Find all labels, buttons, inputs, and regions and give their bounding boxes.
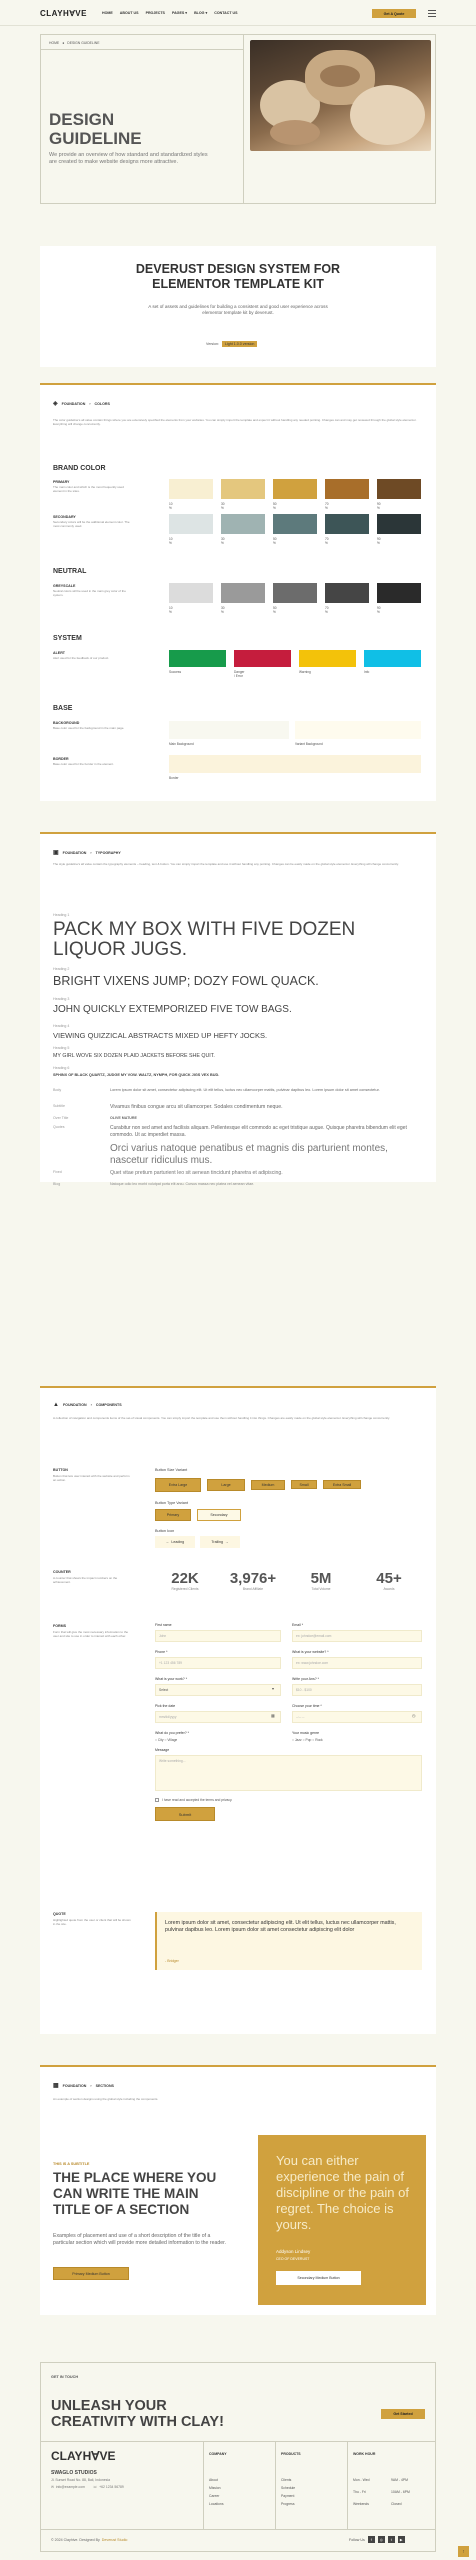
quote-author: - Bridger bbox=[165, 1959, 179, 1963]
heading-label: Heading 6 bbox=[53, 1066, 70, 1070]
version-label: Version: bbox=[206, 342, 219, 346]
message-textarea[interactable] bbox=[155, 1755, 422, 1791]
color-swatch bbox=[377, 514, 421, 534]
components-card bbox=[40, 1388, 436, 2034]
color-swatch bbox=[169, 479, 213, 499]
primary-button[interactable]: Primary bbox=[155, 1509, 191, 1521]
color-swatch bbox=[325, 479, 369, 499]
nav-pages[interactable]: PAGES ▾ bbox=[171, 11, 188, 15]
input-placeholder: ex: www.johndoe.com bbox=[296, 1661, 329, 1665]
arrow-up-icon: ↑ bbox=[462, 2548, 465, 2555]
section-quote: You can either experience the pain of discipline or the pain of regret. The choice is yours. bbox=[276, 2153, 409, 2232]
field-label: First name bbox=[155, 1623, 172, 1627]
stat-label: Awards bbox=[383, 1587, 395, 1591]
contact-row bbox=[51, 2485, 124, 2489]
quote-section-label: QUOTE bbox=[53, 1912, 66, 1916]
swatch-percent: 10 % bbox=[169, 537, 173, 545]
component-icon: ▲ bbox=[53, 1402, 59, 1408]
secondary-label: SECONDARY bbox=[53, 515, 76, 519]
sections-intro: An example of section designs using the global style including the components. bbox=[53, 2097, 159, 2101]
footer-link[interactable]: About bbox=[209, 2478, 218, 2482]
body-sample: Lorem ipsum dolor sit amet, consectetur adipiscing elit. Ut elit tellus, luctus nec ullamcorper mattis, pulvinar dapibus leo. Lorem ipsum dolor sit amet consectetur. bbox=[110, 1088, 380, 1092]
primary-label: PRIMARY bbox=[53, 480, 70, 484]
chevron-right-icon: › bbox=[90, 1403, 92, 1407]
instagram-icon[interactable]: ◎ bbox=[379, 2537, 383, 2542]
footer-logo[interactable]: CLAYH∀VE bbox=[51, 2449, 116, 2463]
time-input[interactable] bbox=[292, 1711, 422, 1723]
color-swatch bbox=[273, 514, 317, 534]
mail-icon: ✉ bbox=[51, 2485, 54, 2489]
color-swatch bbox=[377, 583, 421, 603]
quote-block bbox=[155, 1912, 422, 1970]
color-swatch bbox=[377, 479, 421, 499]
swatch-name: Success bbox=[169, 670, 182, 674]
divider bbox=[41, 2441, 435, 2442]
footer-link[interactable]: Schedule bbox=[281, 2486, 296, 2490]
scroll-to-top-button[interactable] bbox=[458, 2546, 469, 2557]
primary-desc: The main color and which is the most frequently used element in the sites. bbox=[53, 485, 124, 493]
heading-5-sample: MY GIRL WOVE SIX DOZEN PLAID JACKETS BEFORE SHE QUIT. bbox=[53, 1053, 215, 1059]
hours-day: Mon - Wed bbox=[353, 2478, 370, 2482]
secondary-medium-button[interactable]: Secondary Medium Button bbox=[276, 2271, 361, 2285]
counter-section-desc: A counter that shows the impact numbers on the achievement. bbox=[53, 1576, 118, 1584]
system-title: SYSTEM bbox=[53, 635, 82, 642]
divider bbox=[347, 2442, 348, 2529]
swatch-percent: 70 % bbox=[325, 502, 329, 510]
arrow-right-icon: → bbox=[225, 1540, 229, 1544]
color-swatch bbox=[325, 514, 369, 534]
input-placeholder: ex: johndoe@email.com bbox=[296, 1634, 332, 1638]
footer-link[interactable]: Progress bbox=[281, 2502, 295, 2506]
breadcrumb-home[interactable]: HOME bbox=[49, 41, 60, 45]
field-label: Message bbox=[155, 1748, 170, 1752]
trailing-icon-button[interactable]: Trailing → bbox=[200, 1536, 240, 1548]
primary-medium-button[interactable]: Primary Medium Button bbox=[53, 2267, 129, 2280]
swatch-percent: 50 % bbox=[273, 606, 277, 614]
site-logo[interactable]: CLAYH∀VE bbox=[40, 9, 87, 18]
type-label: Body bbox=[53, 1088, 62, 1092]
field-label: Email * bbox=[292, 1623, 304, 1627]
typography-intro: The style guideline's all value contain the typography elements – heading, text & button. You can simply import the template and use it without handling any pointing. Changes can be easily made on the global style elementor. Everything will change concurrently. bbox=[53, 862, 399, 866]
swatch-percent: 30 % bbox=[221, 502, 225, 510]
button-size-title: Button Size Variant bbox=[155, 1468, 188, 1472]
stat-value: 45+ bbox=[376, 1570, 402, 1587]
hero-subtitle: We provide an overview of how standard and standardized styles are created to make website designs more attractive. bbox=[49, 152, 208, 165]
heading-1-sample: PACK MY BOX WITH FIVE DOZEN LIQUOR JUGS. bbox=[53, 919, 356, 960]
leading-icon-button[interactable]: ← Leading bbox=[155, 1536, 195, 1548]
field-label: Your music genre bbox=[292, 1731, 320, 1735]
fixed-sample: Quet vitae pretium parturient leo sit aenean tincidunt pharetra et adipiscing. bbox=[110, 1170, 283, 1176]
border-label: BORDER bbox=[53, 757, 69, 761]
quote-text: Lorem ipsum dolor sit amet, consectetur adipiscing elit. Ut elit tellus, luctus nec ullamcorper mattis, pulvinar dapibus leo. Lorem ipsum dolor sit amet consectetur adipiscing elit dolor bbox=[165, 1920, 396, 1933]
heading-label: Heading 2 bbox=[53, 967, 70, 971]
divider bbox=[203, 2442, 204, 2529]
field-label: What do you prefer? * bbox=[155, 1731, 190, 1735]
color-swatch bbox=[221, 479, 265, 499]
get-started-button[interactable]: Get Started bbox=[381, 2409, 425, 2419]
section-overline: THIS IS A SUBTITLE bbox=[53, 2162, 90, 2166]
radio-group[interactable]: ○ Jazz ○ Pop ○ Rock bbox=[292, 1738, 323, 1742]
quote-author-name: Addyson Lindsey bbox=[276, 2249, 311, 2254]
get-quote-button[interactable]: Get A Quote bbox=[372, 9, 416, 18]
secondary-button[interactable]: Secondary bbox=[197, 1509, 241, 1521]
footer-section bbox=[40, 2362, 436, 2552]
footer-link[interactable]: Payment bbox=[281, 2494, 295, 2498]
background-label: BACKGROUND bbox=[53, 721, 80, 725]
color-swatch bbox=[169, 514, 213, 534]
colors-card bbox=[40, 385, 436, 801]
color-swatch bbox=[299, 650, 356, 667]
nav-contact[interactable]: CONTACT US bbox=[214, 11, 238, 15]
version-row bbox=[206, 341, 257, 347]
brand-color-title: BRAND COLOR bbox=[53, 465, 106, 472]
sections-breadcrumb: ▦ FOUNDATION › SECTIONS bbox=[53, 2083, 114, 2089]
cta-title: UNLEASH YOUR CREATIVITY WITH CLAY! bbox=[51, 2398, 224, 2430]
swatch-percent: 90 % bbox=[377, 537, 381, 545]
field-label: Pick the date bbox=[155, 1704, 176, 1708]
hero-pottery-image bbox=[250, 40, 431, 151]
blog-sample: Natoque odio leo morbi volutpat porta elit arcu. Cursus massa nec platea vel aenean vitae. bbox=[110, 1182, 255, 1186]
variant-background-swatch bbox=[295, 721, 421, 739]
contact-email[interactable]: info@example.com bbox=[55, 2485, 85, 2489]
intro-description: A set of assets and guidelines for building a consistent and good user experience across elementor template kit by deverust. bbox=[148, 304, 328, 315]
hours-day: Thu - Fri bbox=[353, 2490, 366, 2494]
colors-intro: The color guideline's all value contain things where you are extensively specified the elements from your websites. You can simply import the template and expect it without handling any needed pointing. Changes can and may get reviewed through the global style elementor. Everything will change concurrently. bbox=[53, 418, 417, 426]
stat-label: Registered Clients bbox=[171, 1587, 199, 1591]
footer-link[interactable]: Mission bbox=[209, 2486, 221, 2490]
arrow-left-icon: ← bbox=[165, 1540, 170, 1544]
agree-checkbox[interactable] bbox=[155, 1798, 159, 1802]
border-swatch bbox=[169, 755, 421, 773]
components-intro: A collection of navigation and components items of the set-of visual components. You can simply import the template and use them without handling it into things. Changes are easily made on the global style elementor. Everything will change concurrently. bbox=[53, 1416, 390, 1420]
swatch-percent: 30 % bbox=[221, 537, 225, 545]
medium-button[interactable]: Medium bbox=[251, 1480, 285, 1490]
nav-projects[interactable]: PROJECTS bbox=[145, 11, 165, 15]
swatch-name: Danger / Error bbox=[234, 670, 245, 678]
input-placeholder: mm/dd/yyyy bbox=[159, 1715, 177, 1719]
agree-label: I have read and accepted the terms and privacy. bbox=[162, 1798, 233, 1802]
chevron-down-icon: ▾ bbox=[272, 1686, 275, 1691]
divider bbox=[41, 49, 243, 50]
field-label: Phone * bbox=[155, 1650, 168, 1654]
swatch-percent: 70 % bbox=[325, 537, 329, 545]
divider bbox=[243, 35, 244, 203]
swatch-percent: 50 % bbox=[273, 537, 277, 545]
alert-label: ALERT bbox=[53, 651, 65, 655]
type-label: Quotes bbox=[53, 1125, 65, 1129]
chevron-right-icon: › bbox=[89, 401, 91, 406]
section-quote-panel bbox=[258, 2135, 426, 2305]
border-desc: Base color used for the border in the element. bbox=[53, 762, 114, 766]
components-breadcrumb: ▲ FOUNDATION › COMPONENTS bbox=[53, 1402, 122, 1408]
type-label: Blog bbox=[53, 1182, 61, 1186]
contact-phone[interactable]: +62 1234 56789 bbox=[99, 2485, 124, 2489]
color-swatch bbox=[273, 583, 317, 603]
section-description: Examples of placement and use of a short description of the title of a particular section which will provide more detailed information to the reader. bbox=[53, 2233, 227, 2246]
color-swatch bbox=[221, 514, 265, 534]
heading-label: Heading 3 bbox=[53, 997, 70, 1001]
main-background-swatch bbox=[169, 721, 289, 739]
small-button[interactable]: Small bbox=[291, 1480, 317, 1489]
typography-card bbox=[40, 834, 436, 1186]
greyscale-label: GREYSCALE bbox=[53, 584, 76, 588]
type-icon: ▣ bbox=[53, 850, 59, 856]
main-nav bbox=[102, 11, 238, 15]
heading-4-sample: VIEWING QUIZZICAL ABSTRACTS MIXED UP HEFTY JOCKS. bbox=[53, 1031, 268, 1040]
swatch-percent: 70 % bbox=[325, 606, 329, 614]
type-label: Subtitle bbox=[53, 1104, 65, 1108]
copyright: © 2024 Clayhive. Designed By Deverust Studio bbox=[51, 2538, 128, 2542]
forms-section-label: FORMS bbox=[53, 1624, 66, 1628]
twitter-icon[interactable]: t bbox=[388, 2536, 395, 2543]
hero-section bbox=[40, 34, 436, 204]
quote-small-sample: Curabitur non sed amet and facilisis aliquam. Pellentesque elit commodo ac eget tristique augue. Quisque pharetra bibendum elit eget commodo. Ut ac imperdiet massa. bbox=[110, 1125, 407, 1138]
swatch-name: Info bbox=[364, 670, 370, 674]
nav-about[interactable]: ABOUT US bbox=[119, 11, 139, 15]
button-section-desc: Button that lets user interact with the website and perform an action. bbox=[53, 1474, 130, 1482]
company-address: Jl. Sunset Road No. 88, Bali, Indonesia bbox=[51, 2478, 110, 2482]
large-button[interactable]: Large bbox=[207, 1479, 245, 1491]
subtitle-sample: Vivamus finibus congue arcu sit ullamcorper. Sodales condimentum neque. bbox=[110, 1104, 283, 1110]
facebook-icon[interactable]: f bbox=[368, 2536, 375, 2543]
input-placeholder: +1 123 456 789 bbox=[159, 1661, 183, 1665]
hours-time: 9AM - 4PM bbox=[391, 2478, 408, 2482]
credit-link[interactable]: Deverust Studio bbox=[101, 2538, 128, 2542]
color-swatch bbox=[169, 650, 226, 667]
stat-label: Brand Affiliate bbox=[242, 1587, 264, 1591]
divider bbox=[41, 2529, 435, 2530]
phone-icon: ☏ bbox=[92, 2485, 98, 2489]
field-label: Choose your time * bbox=[292, 1704, 322, 1708]
breadcrumb bbox=[49, 41, 99, 45]
swatch-name: Main Background bbox=[169, 742, 194, 746]
heading-3-sample: JOHN QUICKLY EXTEMPORIZED FIVE TOW BAGS. bbox=[53, 1004, 292, 1015]
nav-blog[interactable]: BLOG ▾ bbox=[194, 11, 208, 15]
page-title: DESIGN GUIDELINE bbox=[49, 110, 142, 148]
section-title: THE PLACE WHERE YOU CAN WRITE THE MAIN TITLE OF A SECTION bbox=[53, 2170, 217, 2217]
footer-column-title: PRODUCTS bbox=[281, 2452, 301, 2456]
input-placeholder: $10 - $100 bbox=[296, 1688, 312, 1692]
palette-icon: ◈ bbox=[53, 401, 58, 407]
input-placeholder: --:-- -- bbox=[296, 1715, 305, 1719]
greyscale-desc: Neutral colors will be used in the main grey color of the system. bbox=[53, 589, 126, 597]
color-swatch bbox=[221, 583, 265, 603]
breadcrumb-separator-icon: ● bbox=[62, 41, 65, 45]
swatch-name: Warning bbox=[299, 670, 311, 674]
colors-breadcrumb: ◈ FOUNDATION › COLORS bbox=[53, 401, 110, 407]
grid-icon: ▦ bbox=[53, 2083, 59, 2089]
secondary-desc: Secondary colors will be the additional element color. The most commonly used. bbox=[53, 520, 130, 528]
breadcrumb-current: DESIGN GUIDELINE bbox=[67, 41, 100, 45]
cta-overline: GET IN TOUCH bbox=[51, 2375, 79, 2379]
color-swatch bbox=[364, 650, 421, 667]
counter-section-label: COUNTER bbox=[53, 1570, 71, 1574]
chevron-right-icon: › bbox=[90, 2083, 92, 2088]
clock-icon[interactable]: ◷ bbox=[412, 1713, 416, 1718]
textarea-placeholder: Write something... bbox=[159, 1759, 186, 1763]
button-type-title: Button Type Variant bbox=[155, 1501, 188, 1505]
work-select[interactable] bbox=[155, 1684, 281, 1696]
swatch-name: Border bbox=[169, 776, 179, 780]
stat-value: 3,976+ bbox=[229, 1570, 277, 1587]
base-title: BASE bbox=[53, 705, 73, 712]
swatch-name: Variant Background bbox=[295, 742, 323, 746]
footer-link[interactable]: Career bbox=[209, 2494, 220, 2498]
intro-title: DEVERUST DESIGN SYSTEM FOR ELEMENTOR TEMPLATE KIT bbox=[135, 262, 341, 291]
field-label: What is your website? * bbox=[292, 1650, 329, 1654]
select-value: Select bbox=[159, 1688, 169, 1692]
quote-section-desc: Highlighted quote from the user or client that will be shown in the site. bbox=[53, 1918, 131, 1926]
typography-breadcrumb: ▣ FOUNDATION › TYPOGRAPHY bbox=[53, 850, 121, 856]
color-swatch bbox=[234, 650, 291, 667]
intro-card bbox=[40, 246, 436, 367]
calendar-icon[interactable]: ▦ bbox=[271, 1713, 275, 1718]
button-section-label: BUTTON bbox=[53, 1468, 68, 1472]
alert-desc: Alert used for the feedback of our product. bbox=[53, 656, 110, 660]
neutral-title: NEUTRAL bbox=[53, 568, 87, 575]
quote-large-sample: Orci varius natoque penatibus et magnis dis parturient montes, nascetur ridiculus mus. bbox=[110, 1143, 388, 1166]
hours-time: Closed bbox=[391, 2502, 402, 2506]
overline-sample: OLIVE MATURE bbox=[110, 1116, 137, 1120]
swatch-percent: 10 % bbox=[169, 502, 173, 510]
color-swatch bbox=[169, 583, 213, 603]
field-label: What is your work? * bbox=[155, 1677, 188, 1681]
footer-column-title: COMPANY bbox=[209, 2452, 227, 2456]
stat-label: Total Volume bbox=[311, 1587, 331, 1591]
social-row: Follow Us f ◎ t ▶ bbox=[349, 2536, 405, 2543]
type-label: Over Title bbox=[53, 1116, 69, 1120]
extra-small-button[interactable]: Extra Small bbox=[323, 1480, 361, 1489]
nav-home[interactable]: HOME bbox=[102, 11, 113, 15]
input-placeholder: John bbox=[159, 1634, 167, 1638]
radio-group[interactable]: ○ City ○ Village bbox=[155, 1738, 178, 1742]
menu-icon[interactable] bbox=[428, 10, 436, 17]
color-swatch bbox=[273, 479, 317, 499]
swatch-percent: 30 % bbox=[221, 606, 225, 614]
forms-section-desc: Form that will give the most necessary information to the user and site to use in order to interact with each other. bbox=[53, 1630, 129, 1638]
heading-2-sample: BRIGHT VIXENS JUMP; DOZY FOWL QUACK. bbox=[53, 974, 319, 988]
stat-value: 5M bbox=[310, 1570, 332, 1587]
heading-label: Heading 1 bbox=[53, 913, 70, 917]
youtube-icon[interactable]: ▶ bbox=[398, 2536, 405, 2543]
button-icon-title: Button Icon bbox=[155, 1529, 175, 1533]
divider bbox=[275, 2442, 276, 2529]
color-swatch bbox=[325, 583, 369, 603]
background-desc: Base color used for the background in the main page. bbox=[53, 726, 125, 730]
type-label: Fixed bbox=[53, 1170, 62, 1174]
chevron-right-icon: › bbox=[90, 850, 92, 855]
submit-button[interactable]: Submit bbox=[155, 1807, 215, 1821]
hours-day: Weekends bbox=[353, 2502, 369, 2506]
heading-label: Heading 5 bbox=[53, 1046, 70, 1050]
sections-card bbox=[40, 2067, 436, 2315]
swatch-percent: 50 % bbox=[273, 502, 277, 510]
footer-link[interactable]: Clients bbox=[281, 2478, 292, 2482]
extra-large-button[interactable]: Extra Large bbox=[155, 1478, 201, 1492]
stat-value: 22K bbox=[171, 1570, 199, 1587]
company-name: SWAGLO STUDIOS bbox=[51, 2470, 97, 2476]
footer-column-title: WORK HOUR bbox=[353, 2452, 376, 2456]
hours-time: 10AM - 6PM bbox=[391, 2490, 410, 2494]
swatch-percent: 90 % bbox=[377, 502, 381, 510]
swatch-percent: 10 % bbox=[169, 606, 173, 614]
field-label: Write your Ans? * bbox=[292, 1677, 319, 1681]
heading-label: Heading 4 bbox=[53, 1024, 70, 1028]
heading-6-sample: SPHINX OF BLACK QUARTZ, JUDGE MY VOW. WALTZ, NYMPH, FOR QUICK JIGS VEX BUD. bbox=[53, 1073, 220, 1077]
site-header bbox=[0, 0, 476, 26]
footer-link[interactable]: Locations bbox=[209, 2502, 224, 2506]
quote-author-role: CEO OF DEVERUST bbox=[276, 2257, 310, 2261]
version-badge: Light 1.0.0 version bbox=[222, 341, 257, 347]
swatch-percent: 90 % bbox=[377, 606, 381, 614]
first-name-input[interactable] bbox=[155, 1630, 281, 1642]
